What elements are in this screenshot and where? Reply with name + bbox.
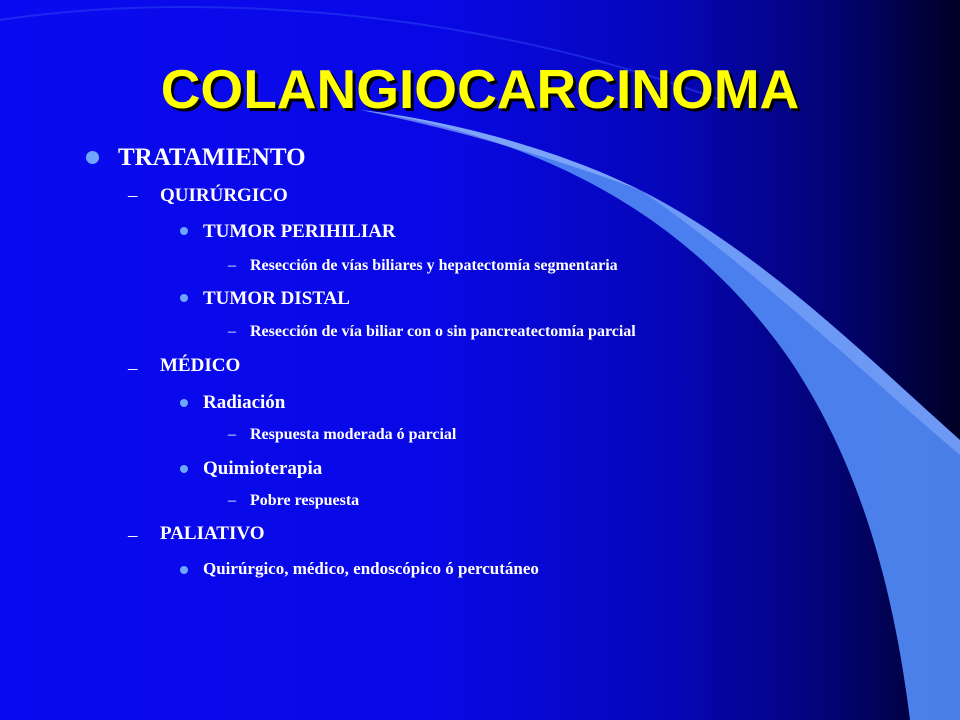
outline-item: PALIATIVO	[160, 523, 265, 544]
bullet-dot	[180, 465, 188, 473]
outline-item: Respuesta moderada ó parcial	[250, 426, 457, 443]
outline-item: TRATAMIENTO	[118, 144, 306, 171]
outline-item: TUMOR DISTAL	[203, 288, 350, 309]
outline-item: Pobre respuesta	[250, 492, 360, 509]
dash-marker: –	[228, 257, 236, 274]
outline-item: Quimioterapia	[203, 458, 323, 479]
bullet-dot	[180, 566, 188, 574]
dash-marker: –	[228, 323, 236, 340]
bullet-dot	[180, 294, 188, 302]
bullet-dot	[86, 151, 99, 164]
dash-marker: –	[128, 358, 138, 379]
dash-marker: –	[228, 492, 236, 509]
dash-marker: –	[128, 185, 138, 206]
bullet-dot	[180, 227, 188, 235]
outline-item: Resección de vías biliares y hepatectomía segmentaria	[250, 257, 618, 274]
outline-item: Quirúrgico, médico, endoscópico ó percutáneo	[203, 559, 539, 578]
bullet-dot	[180, 399, 188, 407]
slide-title: COLANGIOCARCINOMA	[160, 58, 800, 120]
outline-item: TUMOR PERIHILIAR	[203, 221, 396, 242]
dash-marker: –	[128, 525, 138, 546]
outline-item: Radiación	[203, 392, 286, 413]
outline-item: QUIRÚRGICO	[160, 185, 288, 206]
dash-marker: –	[228, 426, 236, 443]
outline-item: Resección de vía biliar con o sin pancreatectomía parcial	[250, 323, 636, 340]
outline-item: MÉDICO	[160, 355, 241, 376]
